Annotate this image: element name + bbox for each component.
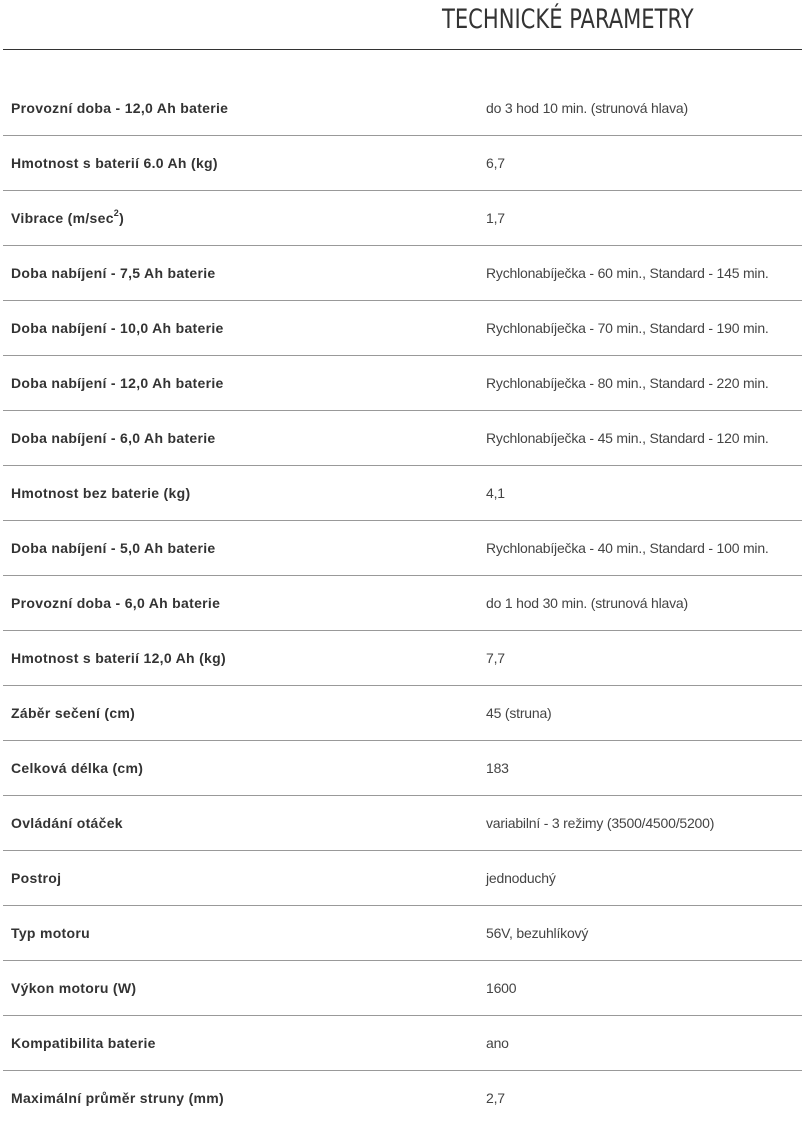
spec-value: Rychlonabíječka - 40 min., Standard - 100 min. xyxy=(486,540,769,556)
spec-label: Doba nabíjení - 6,0 Ah baterie xyxy=(11,430,216,446)
spec-label-superscript: 2 xyxy=(113,208,120,219)
spec-label: Hmotnost s baterií 12,0 Ah (kg) xyxy=(11,650,226,666)
spec-table xyxy=(3,81,802,1126)
spec-value: do 3 hod 10 min. (strunová hlava) xyxy=(486,100,688,116)
spec-value: 6,7 xyxy=(486,155,505,171)
spec-label: Postroj xyxy=(11,870,62,886)
spec-label: Maximální průměr struny (mm) xyxy=(11,1090,224,1106)
spec-label: Celková délka (cm) xyxy=(11,760,144,776)
spec-value: Rychlonabíječka - 45 min., Standard - 120 min. xyxy=(486,430,769,446)
spec-value: 7,7 xyxy=(486,650,505,666)
spec-value: Rychlonabíječka - 70 min., Standard - 190 min. xyxy=(486,320,769,336)
section-header xyxy=(3,0,802,50)
spec-row xyxy=(3,466,802,521)
page-title: TECHNICKÉ PARAMETRY xyxy=(442,4,694,35)
spec-label: Kompatibilita baterie xyxy=(11,1035,156,1051)
spec-row xyxy=(3,906,802,961)
spec-label: Záběr sečení (cm) xyxy=(11,705,136,721)
spec-row xyxy=(3,631,802,686)
spec-label: Doba nabíjení - 10,0 Ah baterie xyxy=(11,320,224,336)
spec-row xyxy=(3,356,802,411)
spec-value: do 1 hod 30 min. (strunová hlava) xyxy=(486,595,688,611)
spec-row xyxy=(3,81,802,136)
spec-value: 1600 xyxy=(486,980,517,996)
spec-label: Provozní doba - 6,0 Ah baterie xyxy=(11,595,221,611)
spec-label: Ovládání otáček xyxy=(11,815,123,831)
spec-row xyxy=(3,521,802,576)
spec-label: Výkon motoru (W) xyxy=(11,980,137,996)
spec-value: 1,7 xyxy=(486,210,505,226)
spec-label: Doba nabíjení - 7,5 Ah baterie xyxy=(11,265,216,281)
spec-row xyxy=(3,1016,802,1071)
spec-row xyxy=(3,796,802,851)
spec-label: Typ motoru xyxy=(11,925,90,941)
spec-row xyxy=(3,301,802,356)
spec-value: jednoduchý xyxy=(486,870,556,886)
spec-row xyxy=(3,576,802,631)
spec-value: 4,1 xyxy=(486,485,505,501)
spec-label-text: Vibrace (m/sec xyxy=(11,210,114,226)
spec-value: Rychlonabíječka - 80 min., Standard - 220 min. xyxy=(486,375,769,391)
spec-value: Rychlonabíječka - 60 min., Standard - 145 min. xyxy=(486,265,769,281)
spec-row xyxy=(3,1071,802,1126)
spec-label: Doba nabíjení - 12,0 Ah baterie xyxy=(11,375,224,391)
spec-row xyxy=(3,246,802,301)
spec-label: Hmotnost s baterií 6.0 Ah (kg) xyxy=(11,155,218,171)
spec-row xyxy=(3,411,802,466)
spec-row xyxy=(3,136,802,191)
spec-label: Hmotnost bez baterie (kg) xyxy=(11,485,191,501)
spec-row xyxy=(3,851,802,906)
spec-value: 183 xyxy=(486,760,509,776)
spec-row xyxy=(3,191,802,246)
spec-value: 2,7 xyxy=(486,1090,505,1106)
spec-value: variabilní - 3 režimy (3500/4500/5200) xyxy=(486,815,715,831)
spec-label: Doba nabíjení - 5,0 Ah baterie xyxy=(11,540,216,556)
spec-value: 56V, bezuhlíkový xyxy=(486,925,589,941)
spec-label xyxy=(11,191,124,245)
spec-value: 45 (struna) xyxy=(486,705,552,721)
spec-value: ano xyxy=(486,1035,509,1051)
spec-row xyxy=(3,961,802,1016)
spec-row xyxy=(3,741,802,796)
spec-label-suffix: ) xyxy=(119,210,125,226)
spec-label: Provozní doba - 12,0 Ah baterie xyxy=(11,100,229,116)
spec-row xyxy=(3,686,802,741)
